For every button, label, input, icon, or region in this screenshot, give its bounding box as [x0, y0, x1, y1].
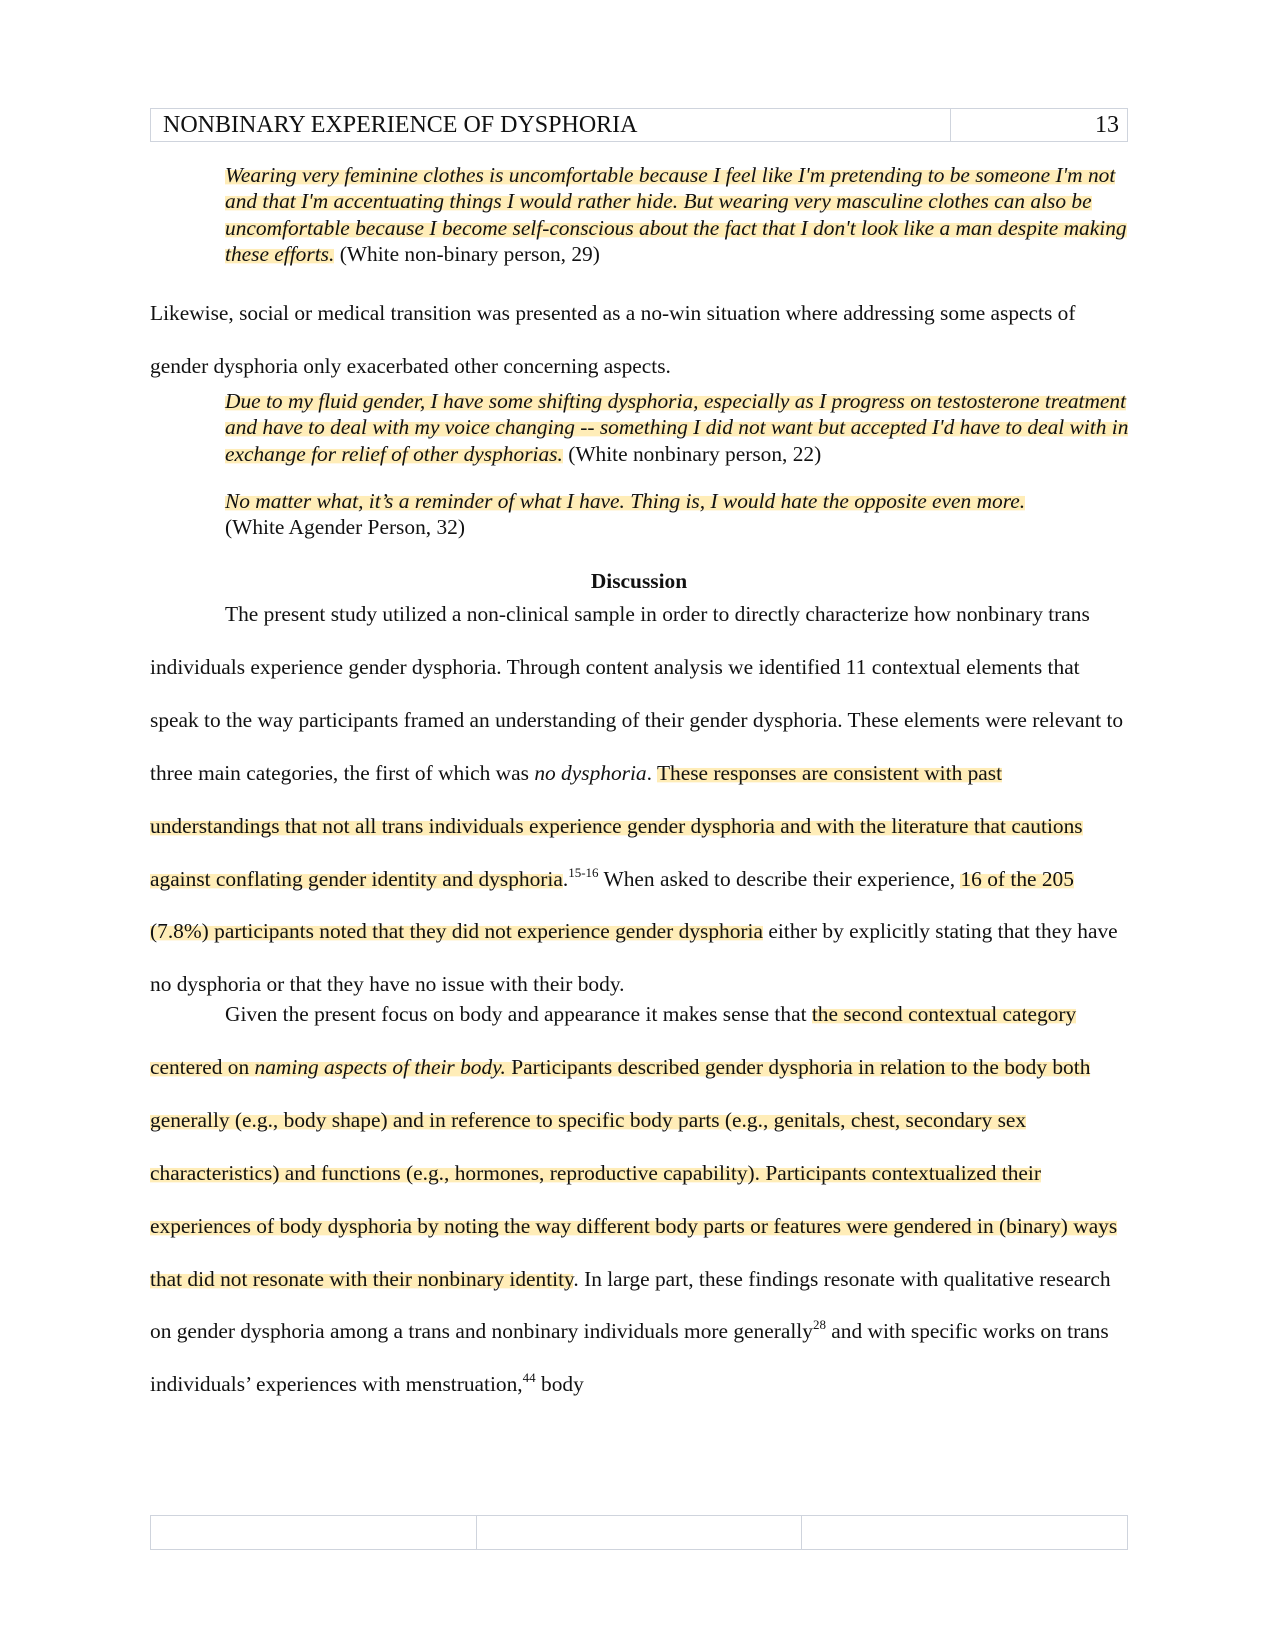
transition-paragraph: Likewise, social or medical transition was presented as a no-win situation where addressing some aspects of gender dysphoria only exacerbated other concerning aspects.	[150, 301, 1076, 378]
quote-text: Wearing very feminine clothes is uncomfortable because I feel like I'm pretending to be someone I'm not and that I'm accentuating things I would rather hide. But wearing very masculine clothes can also be uncomfortable because I become self-conscious about the fact that I don't look like a man despite making these efforts.	[225, 163, 1127, 267]
highlighted-text: Participants described gender dysphoria in relation to the body both generally (e.g., body shape) and in reference to specific body parts (e.g., genitals, chest, secondary sex characteristics) and functions (e.g., hormones, reproductive capability). Participants contextualized their experiences of body dysphoria by noting the way different body parts or features were gendered in (binary) ways that did not resonate with their nonbinary identity	[150, 1054, 1118, 1291]
text-run: body	[535, 1372, 584, 1397]
text-run: . In large part, these findings resonate with qualitative research on gender dysphoria among a trans and nonbinary individuals more generally	[150, 1266, 1111, 1344]
text-run: and with specific works on trans individuals’ experiences with menstruation,	[150, 1319, 1109, 1397]
footer-cell-left	[151, 1516, 477, 1549]
quote-attribution: (White Agender Person, 32)	[225, 515, 465, 540]
block-quote-1	[225, 162, 1130, 268]
highlighted-text: 16 of the 205 (7.8%) participants noted that they did not experience gender dysphoria	[150, 866, 1074, 944]
footer-table	[150, 1515, 1128, 1550]
italic-term: no dysphoria	[534, 760, 647, 785]
text-run: either by explicitly stating that they have no dysphoria or that they have no issue with their body.	[150, 919, 1118, 997]
text-run: .	[646, 760, 657, 785]
text-run: Given the present focus on body and appearance it makes sense that	[225, 1002, 812, 1026]
footer-cell-right	[802, 1516, 1127, 1549]
running-header	[150, 108, 1128, 142]
quote-attribution: (White non-binary person, 29)	[339, 242, 600, 267]
citation-superscript: 28	[812, 1317, 826, 1333]
text-run: .	[562, 866, 569, 891]
quote-attribution: (White nonbinary person, 22)	[568, 441, 822, 466]
quote-text: No matter what, it’s a reminder of what I have. Thing is, I would hate the opposite even more.	[225, 489, 1026, 513]
running-head-title: NONBINARY EXPERIENCE OF DYSPHORIA	[151, 109, 951, 141]
highlighted-text: These responses are consistent with past understandings that not all trans individuals experience gender dysphoria and with the literature that cautions against conflating gender identity and dysphoria	[150, 760, 1083, 891]
text-run: When asked to describe their experience,	[598, 866, 961, 891]
discussion-paragraph-1	[150, 588, 1125, 1011]
quote-text: Due to my fluid gender, I have some shifting dysphoria, especially as I progress on testosterone treatment and have to deal with my voice changing -- something I did not want but accepted I'd have to deal with in exchange for relief of other dysphorias.	[225, 389, 1129, 466]
text-run: The present study utilized a non-clinical sample in order to directly characterize how nonbinary trans individuals experience gender dysphoria. Through content analysis we identified 11 contextual elements that speak to the way participants framed an understanding of their gender dysphoria. These elements were relevant to three main categories, the first of which was	[150, 602, 1124, 785]
block-quote-3	[225, 488, 1130, 541]
highlighted-text: the second contextual category centered on	[150, 1002, 1077, 1079]
citation-superscript: 15-16	[568, 864, 599, 880]
block-quote-2	[225, 388, 1130, 467]
page-number: 13	[1095, 112, 1119, 138]
discussion-paragraph-2	[150, 988, 1125, 1411]
italic-term: naming aspects of their body.	[254, 1054, 506, 1079]
footer-cell-center	[477, 1516, 803, 1549]
section-heading-discussion: Discussion	[590, 569, 688, 593]
citation-superscript: 44	[522, 1370, 536, 1386]
